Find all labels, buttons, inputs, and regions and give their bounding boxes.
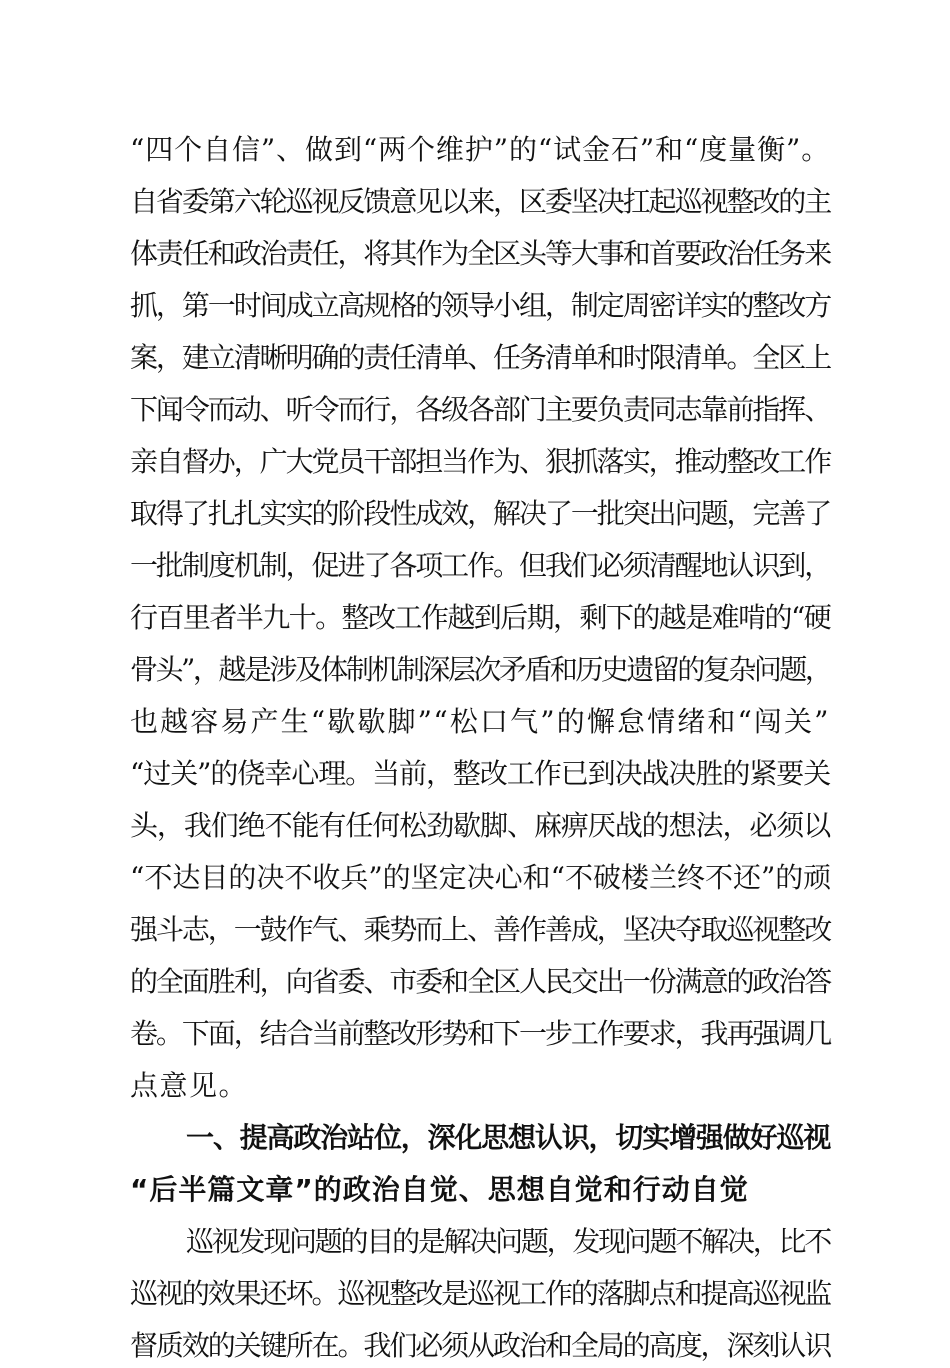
paragraph-line: “四个自信”、做到“两个维护”的“试金石”和“度量衡”。 [130,133,830,166]
paragraph-line: 下闻令而动、听令而行，各级各部门主要负责同志靠前指挥、 [130,393,830,426]
paragraph-line: 的全面胜利，向省委、市委和全区人民交出一份满意的政治答 [130,965,830,998]
paragraph-line: 亲自督办，广大党员干部担当作为、狠抓落实，推动整改工作 [130,445,830,478]
section-heading-line: 一、提高政治站位，深化思想认识，切实增强做好巡视 [186,1121,830,1154]
paragraph-line: 案，建立清晰明确的责任清单、任务清单和时限清单。全区上 [130,341,830,374]
paragraph-line: 行百里者半九十。整改工作越到后期，剩下的越是难啃的“硬 [130,601,830,634]
paragraph-line: “过关”的侥幸心理。当前，整改工作已到决战决胜的紧要关 [130,757,830,790]
paragraph-line: 强斗志，一鼓作气、乘势而上、善作善成，坚决夺取巡视整改 [130,913,830,946]
paragraph-line: 一批制度机制，促进了各项工作。但我们必须清醒地认识到， [130,549,830,582]
paragraph-line: 自省委第六轮巡视反馈意见以来，区委坚决扛起巡视整改的主 [130,185,830,218]
paragraph-line: 骨头”，越是涉及体制机制深层次矛盾和历史遗留的复杂问题， [130,653,831,686]
paragraph-line: 体责任和政治责任，将其作为全区头等大事和首要政治任务来 [130,237,830,270]
paragraph-line: 点意见。 [130,1069,249,1102]
paragraph-line: 督质效的关键所在。我们必须从政治和全局的高度，深刻认识 [130,1329,830,1362]
paragraph-line: 巡视发现问题的目的是解决问题，发现问题不解决，比不 [186,1225,830,1258]
paragraph-line: 抓，第一时间成立高规格的领导小组，制定周密详实的整改方 [130,289,830,322]
paragraph-line: 取得了扎扎实实的阶段性成效，解决了一批突出问题，完善了 [130,497,830,530]
paragraph-line: 卷。下面，结合当前整改形势和下一步工作要求，我再强调几 [130,1017,830,1050]
paragraph-line: 巡视的效果还坏。巡视整改是巡视工作的落脚点和提高巡视监 [130,1277,830,1310]
paragraph-line: 也越容易产生“歇歇脚”“松口气”的懈怠情绪和“闯关” [130,705,830,738]
paragraph-line: 头，我们绝不能有任何松劲歇脚、麻痹厌战的想法，必须以 [130,809,830,842]
section-heading-line: “后半篇文章”的政治自觉、思想自觉和行动自觉 [130,1173,749,1206]
paragraph-line: “不达目的决不收兵”的坚定决心和“不破楼兰终不还”的顽 [130,861,832,894]
